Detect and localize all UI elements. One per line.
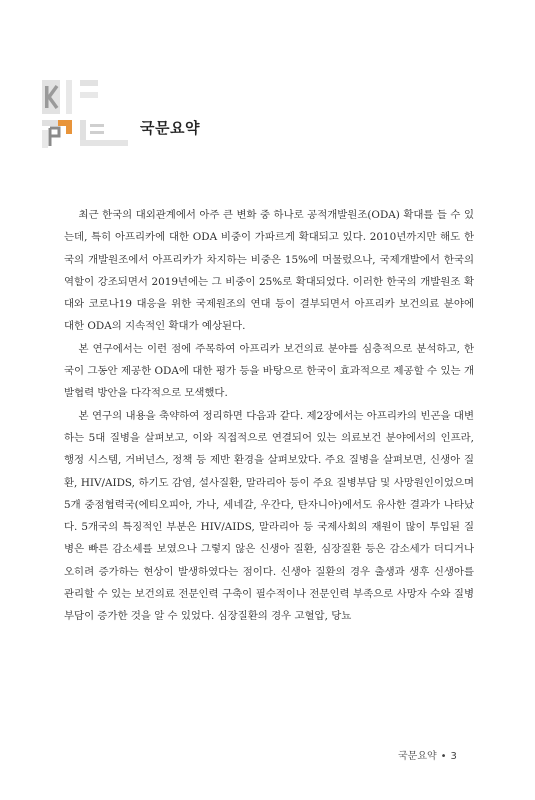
footer-section: 국문요약 bbox=[398, 751, 437, 762]
logo-bar-top bbox=[80, 80, 98, 86]
logo-e-line1 bbox=[90, 124, 104, 127]
page-number: 3 bbox=[450, 751, 457, 762]
logo-bar-low-left bbox=[42, 130, 48, 148]
paragraph-3: 본 연구의 내용을 축약하여 정리하면 다음과 같다. 제2장에서는 아프리카의 빈곤을 대변하는 5대 질병을 살펴보고, 이와 직접적으로 연결되어 있는 의료보건 분야에서의 인프라, 행정 시스템, 거버넌스, 정책 등 제반 환경을 살펴보았다. 주요 질병을 살펴보면, 신생아 질환, HIV/AIDS, 하기도 감염, 설사질환, 말라리아 등이 주요 질병부담 및 사망원인이었으며 5개 중점협력국(에티오피아, 가나, 세네갈, 우간다, 탄자니아)에서도 유사한 결과가 나타났다. 5개국의 특징적인 부분은 HIV/AIDS, 말라리아 등 국제사회의 재원이 많이 투입된 질병은 빠른 감소세를 보였으나 그렇지 않은 신생아 질환, 심장질환 등은 감소세가 더디거나 오히려 증가하는 현상이 발생하였다는 점이다. 신생아 질환의 경우 출생과 생후 신생아를 관리할 수 있는 보건의료 전문인력 구축이 필수적이나 전문인력 부족으로 사망자 수와 질병부담이 증가한 것을 알 수 있었다. 심장질환의 경우 고혈압, 당뇨 bbox=[64, 409, 474, 623]
kiep-logo bbox=[40, 78, 128, 150]
summary-body bbox=[64, 204, 474, 628]
paragraph-1: 최근 한국의 대외관계에서 아주 큰 변화 중 하나로 공적개발원조(ODA) 확대를 들 수 있는데, 특히 아프리카에 대한 ODA 비중이 가파르게 확대되고 있다. 2010년까지만 해도 한국의 개발원조에서 아프리카가 차지하는 비중은 15%에 머물렀으나, 국제개발에서 한국의 역할이 강조되면서 2019년에는 그 비중이 25%로 확대되었다. 이러한 한국의 개발원조 확대와 코로나19 대응을 위한 국제원조의 연대 등이 결부되면서 아프리카 보건의료 분야에 대한 ODA의 지속적인 확대가 예상된다. bbox=[64, 209, 474, 333]
logo-bar-bottom bbox=[80, 140, 128, 146]
paragraph-2: 본 연구에서는 이런 점에 주목하여 아프리카 보건의료 분야를 심층적으로 분석하고, 한국이 그동안 제공한 ODA에 대한 평가 등을 바탕으로 한국이 효과적으로 제공할 수 있는 개발협력 방안을 다각적으로 모색했다. bbox=[64, 342, 474, 400]
logo-bar-mid bbox=[66, 80, 72, 114]
page-footer bbox=[398, 747, 457, 762]
footer-separator: • bbox=[440, 751, 447, 762]
section-heading: 국문요약 bbox=[140, 119, 200, 137]
logo-bar-top2 bbox=[80, 92, 98, 98]
logo-e-line2 bbox=[90, 131, 104, 134]
logo-p-mark bbox=[50, 128, 59, 146]
logo-orange-accent-v bbox=[66, 120, 72, 134]
